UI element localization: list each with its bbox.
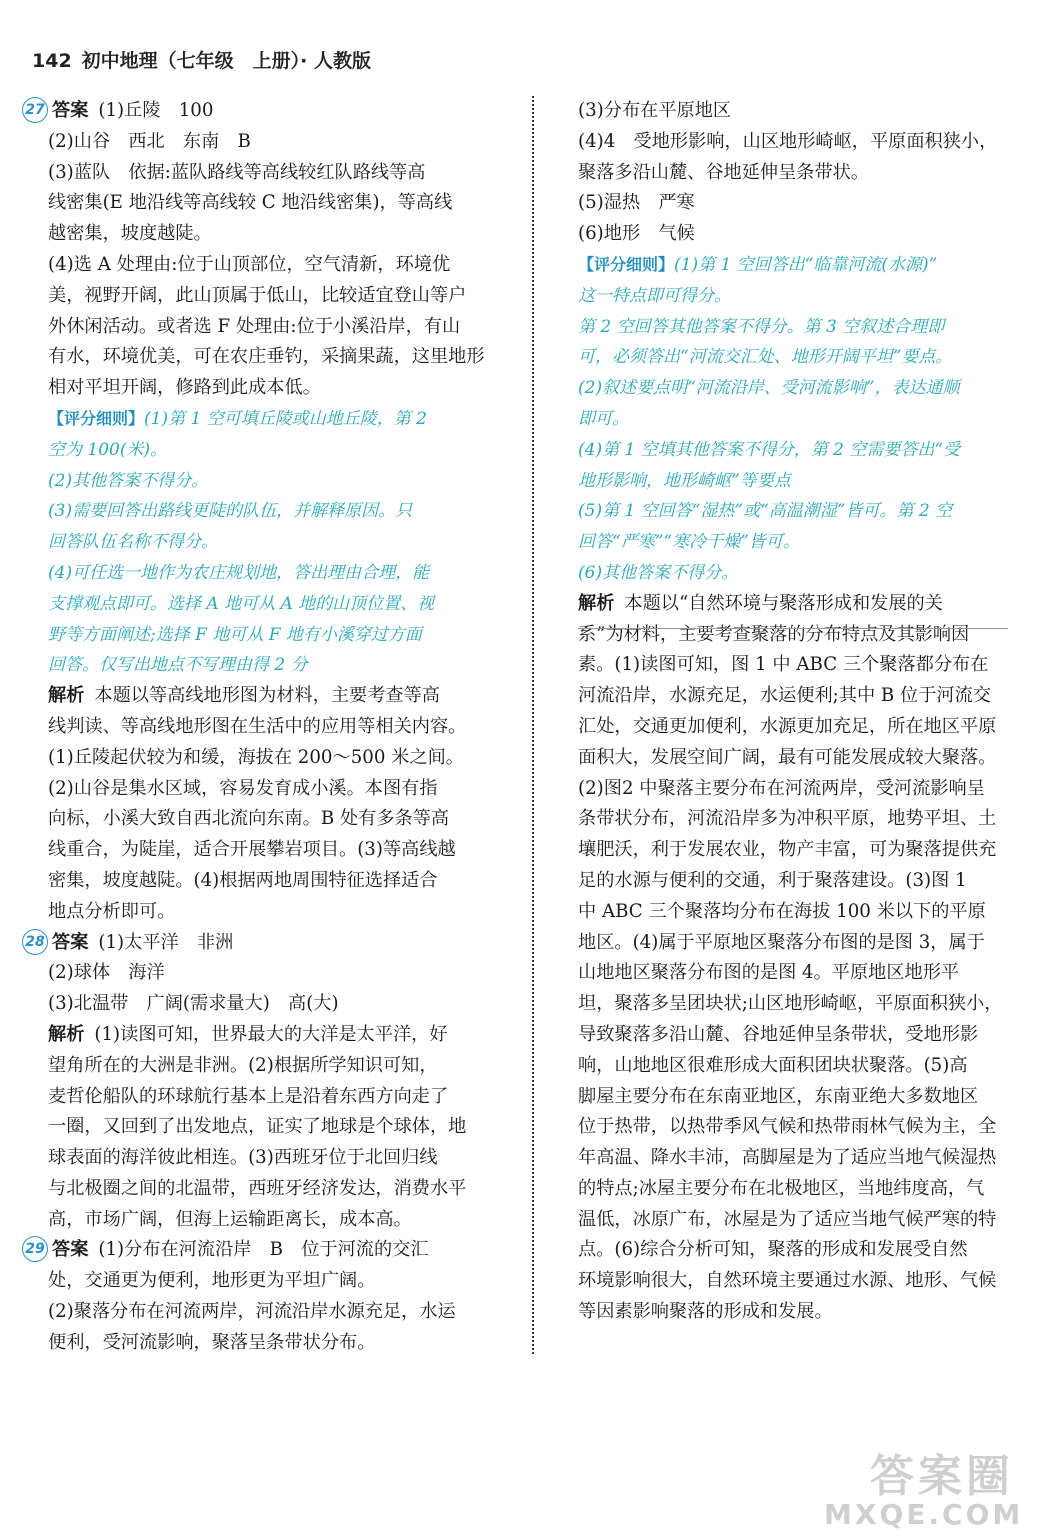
rubric-line: (5)第 1 空回答“湿热”或“高温潮湿”皆可。第 2 空: [578, 501, 953, 522]
analysis-label: 解析: [578, 592, 615, 614]
analysis-line: 河流沿岸，水源充足，水运便利;其中 B 位于河流交: [578, 685, 991, 707]
analysis-line: 素。(1)读图可知，图 1 中 ABC 三个聚落都分布在: [578, 654, 989, 676]
analysis-label: 解析: [48, 685, 85, 707]
q27-analysis: [48, 681, 516, 927]
rubric-line: 支撑观点即可。选择 A 地可从 A 地的山顶位置、视: [48, 593, 435, 614]
answer-line: 有水，环境优美，可在农庄垂钓，采摘果蔬，这里地形: [48, 346, 485, 368]
answer-line: 便利，受河流影响，聚落呈条带状分布。: [48, 1331, 376, 1353]
rubric-line: 即可。: [578, 408, 629, 429]
rubric-line: (6)其他答案不得分。: [578, 562, 739, 583]
q28-answer: [25, 928, 516, 1020]
rubric-line: 空为 100(米)。: [48, 439, 168, 460]
answer-line: 美，视野开阔，此山顶属于低山，比较适宜登山等户: [48, 284, 467, 306]
analysis-line: 条带状分布，河流沿岸多为冲积平原，地势平坦、土: [578, 808, 997, 830]
answer-line: 越密集，坡度越陡。: [48, 223, 212, 245]
answer-line: (2)聚落分布在河流两岸，河流沿岸水源充足，水运: [48, 1301, 456, 1323]
q27-answer: [25, 96, 516, 404]
q29-answer-left: [25, 1235, 516, 1358]
analysis-line: 线判读、等高线地形图在生活中的应用等相关内容。: [48, 715, 467, 737]
answer-line: (4)4 受地形影响，山区地形崎岖，平原面积狭小，: [578, 130, 998, 152]
analysis-line: 足的水源与便利的交通，利于聚落建设。(3)图 1: [578, 869, 967, 891]
rubric-line: (4)可任选一地作为农庄规划地，答出理由合理，能: [48, 562, 430, 583]
analysis-line: (2)山谷是集水区域，容易发育成小溪。本图有指: [48, 777, 438, 799]
rubric-line: 回答。仅写出地点不写理由得 2 分: [48, 655, 308, 676]
q28-analysis: [48, 1020, 516, 1236]
analysis-line: 坦，聚落多呈团块状;山区地形崎岖，平原面积狭小，: [578, 993, 1003, 1015]
answer-line: (1)丘陵 100: [98, 100, 214, 121]
answer-line: 线密集(E 地沿线等高线较 C 地沿线密集)，等高线: [48, 192, 453, 214]
q27-number-badge: 27: [22, 97, 48, 123]
analysis-line: 环境影响很大，自然环境主要通过水源、地形、气候: [578, 1270, 997, 1292]
analysis-line: 面积大，发展空间广阔，最有可能发展成较大聚落。: [578, 746, 997, 768]
answer-line: 聚落多沿山麓、谷地延伸呈条带状。: [578, 161, 870, 183]
answer-line: (4)选 A 处理由:位于山顶部位，空气清新，环境优: [48, 253, 451, 275]
analysis-line: 温低，冰原广布，冰屋是为了适应当地气候严寒的特: [578, 1208, 997, 1230]
answer-line: 外休闲活动。或者选 F 处理由:位于小溪沿岸，有山: [48, 315, 461, 337]
analysis-line: 响，山地地区很难形成大面积团块状聚落。(5)高: [578, 1054, 968, 1076]
analysis-line: 导致聚落多沿山麓、谷地延伸呈条带状，受地形影: [578, 1023, 979, 1045]
answer-label: 答案: [52, 931, 89, 953]
book-title: 初中地理（七年级 上册）· 人教版: [81, 50, 372, 72]
answer-line: (5)湿热 严寒: [578, 192, 695, 214]
analysis-line: 地点分析即可。: [48, 900, 176, 922]
analysis-line: 向标，小溪大致自西北流向东南。B 处有多条等高: [48, 808, 450, 830]
rubric-line: 这一特点即可得分。: [578, 285, 731, 306]
rubric-line: (2)叙述要点明“河流沿岸、受河流影响”，表达通顺: [578, 378, 960, 399]
answer-line: (1)分布在河流沿岸 B 位于河流的交汇: [98, 1239, 429, 1261]
analysis-line: 线重合，为陡崖，适合开展攀岩项目。(3)等高线越: [48, 839, 456, 861]
answer-line: (6)地形 气候: [578, 223, 695, 245]
answer-line: (3)北温带 广阔(需求量大) 高(大): [48, 993, 339, 1015]
answer-line: (2)山谷 西北 东南 B: [48, 130, 251, 152]
rubric-label: 【评分细则】: [578, 254, 675, 274]
analysis-line: (2)图2 中聚落主要分布在河流两岸，受河流影响呈: [578, 777, 985, 799]
page-header: [32, 46, 371, 80]
analysis-line: 一圈，又回到了出发地点，证实了地球是个球体，地: [48, 1116, 467, 1138]
rubric-line: 野等方面阐述;选择 F 地可从 F 地有小溪穿过方面: [48, 624, 422, 645]
analysis-line: 望角所在的大洲是非洲。(2)根据所学知识可知，: [48, 1054, 438, 1076]
analysis-line: 的特点;冰屋主要分布在北极地区，当地纬度高，气: [578, 1177, 985, 1199]
analysis-line: (1)丘陵起伏较为和缓，海拔在 200～500 米之间。: [48, 746, 464, 768]
analysis-line: 球表面的海洋彼此相连。(3)西班牙位于北回归线: [48, 1147, 438, 1169]
rubric-line: 可，必须答出“河流交汇处、地形开阔平坦”要点。: [578, 347, 953, 368]
column-divider: [532, 96, 534, 1354]
analysis-line: 点。(6)综合分析可知，聚落的形成和发展受自然: [578, 1239, 968, 1261]
q28-number-badge: 28: [22, 929, 48, 955]
q29-rubric: [578, 250, 1008, 589]
analysis-line: 高，市场广阔，但海上运输距离长，成本高。: [48, 1208, 412, 1230]
q29-number-badge: 29: [22, 1236, 48, 1262]
rubric-line: 回答队伍名称不得分。: [48, 532, 218, 553]
answer-line: (3)分布在平原地区: [578, 100, 732, 121]
analysis-line: 脚屋主要分布在东南亚地区，东南亚绝大多数地区: [578, 1085, 979, 1107]
analysis-line: 等因素影响聚落的形成和发展。: [578, 1301, 833, 1323]
answer-line: (2)球体 海洋: [48, 962, 165, 984]
watermark-logo: 答案圈 MXQE.COM: [824, 1451, 1024, 1531]
analysis-line: 壤肥沃，利于发展农业，物产丰富，可为聚落提供充: [578, 839, 997, 861]
rubric-label: 【评分细则】: [48, 408, 145, 428]
analysis-line: (1)读图可知，世界最大的大洋是太平洋，好: [94, 1023, 448, 1045]
answer-line: (3)蓝队 依据:蓝队路线等高线较红队路线等高: [48, 161, 426, 183]
rubric-line: (3)需要回答出路线更陡的队伍，并解释原因。只: [48, 501, 413, 522]
page-number: 142: [32, 50, 72, 72]
rubric-line: (4)第 1 空填其他答案不得分，第 2 空需要答出“受: [578, 439, 961, 460]
analysis-line: 山地地区聚落分布图的是图 4。平原地区地形平: [578, 962, 960, 984]
q29-answer-right: [578, 96, 1008, 250]
analysis-label: 解析: [48, 1023, 85, 1045]
rubric-line: 回答“严寒”“寒冷干燥”皆可。: [578, 532, 800, 553]
q29-analysis: [578, 589, 1008, 1328]
answer-label: 答案: [52, 1239, 89, 1261]
rubric-line: 地形影响，地形崎岖”等要点: [578, 470, 791, 491]
analysis-line: 本题以“自然环境与聚落形成和发展的关: [624, 592, 943, 614]
analysis-line: 中 ABC 三个聚落均分布在海拔 100 米以下的平原: [578, 900, 986, 922]
analysis-line: 汇处，交通更加便利，水源更加充足，所在地区平原: [578, 715, 997, 737]
q27-rubric: [48, 404, 516, 681]
rubric-line: 第 2 空回答其他答案不得分。第 3 空叙述合理即: [578, 316, 945, 337]
right-column: [578, 96, 1008, 1328]
rubric-line: (1)第 1 空可填丘陵或山地丘陵，第 2: [144, 408, 427, 429]
analysis-line: 地区。(4)属于平原地区聚落分布图的是图 3，属于: [578, 931, 985, 953]
analysis-line: 本题以等高线地形图为材料，主要考查等高: [94, 685, 440, 707]
analysis-line: 位于热带，以热带季风气候和热带雨林气候为主，全: [578, 1116, 997, 1138]
answer-line: 处，交通更为便利，地形更为平坦广阔。: [48, 1270, 376, 1292]
analysis-line: 密集，坡度越陡。(4)根据两地周围特征选择适合: [48, 869, 438, 891]
analysis-line: 年高温、降水丰沛，高脚屋是为了适应当地气候湿热: [578, 1147, 997, 1169]
answer-label: 答案: [52, 100, 89, 121]
analysis-line: 系”为材料，主要考查聚落的分布特点及其影响因: [578, 623, 970, 645]
rubric-line: (2)其他答案不得分。: [48, 470, 209, 491]
section-rule: [578, 628, 1008, 629]
analysis-line: 与北极圈之间的北温带，西班牙经济发达，消费水平: [48, 1177, 467, 1199]
answer-line: 相对平坦开阔，修路到此成本低。: [48, 377, 321, 399]
answer-line: (1)太平洋 非洲: [98, 931, 234, 953]
rubric-line: (1)第 1 空回答出“临靠河流(水源)”: [674, 254, 938, 275]
analysis-line: 麦哲伦船队的环球航行基本上是沿着东西方向走了: [48, 1085, 449, 1107]
left-column: [25, 96, 516, 1359]
